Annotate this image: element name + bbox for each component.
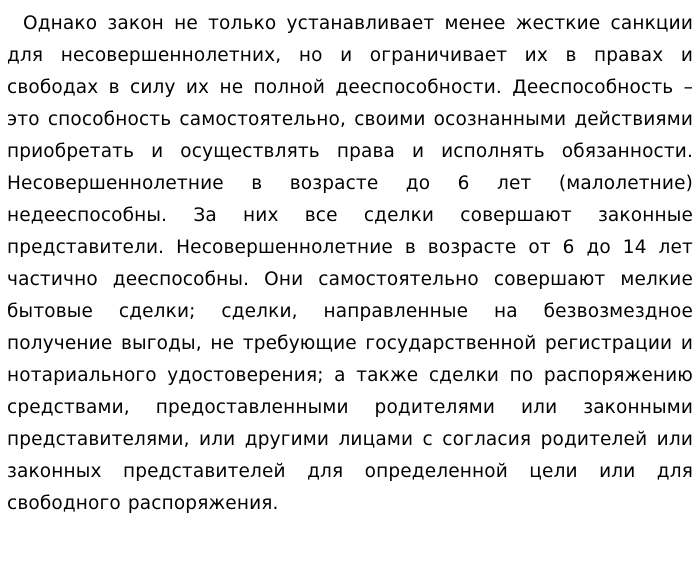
body-paragraph: Однако закон не только устанавливает менее жесткие санкции для несовершеннолетних, но и ограничивает их в правах и свободах в силу их не полной дееспособности. Дееспособность – это способность самостоятельно, своими осознанными действиями приобретать и осуществлять права и исполнять обязанности. Несовершеннолетние в возрасте до 6 лет (малолетние) недееспособны. За них все сделки совершают законные представители. Несовершеннолетние в возрасте от 6 до 14 лет частично дееспособны. Они самостоятельно совершают мелкие бытовые сделки; сделки, направленные на безвозмездное получение выгоды, не требующие государственной регистрации и нотариального удостоверения; а также сделки по распоряжению средствами, предоставленными родителями или законными представителями, или другими лицами с согласия родителей или законных представителей для определенной цели или для свободного распоряжения. <box>7 13 693 514</box>
document-page <box>7 8 693 520</box>
